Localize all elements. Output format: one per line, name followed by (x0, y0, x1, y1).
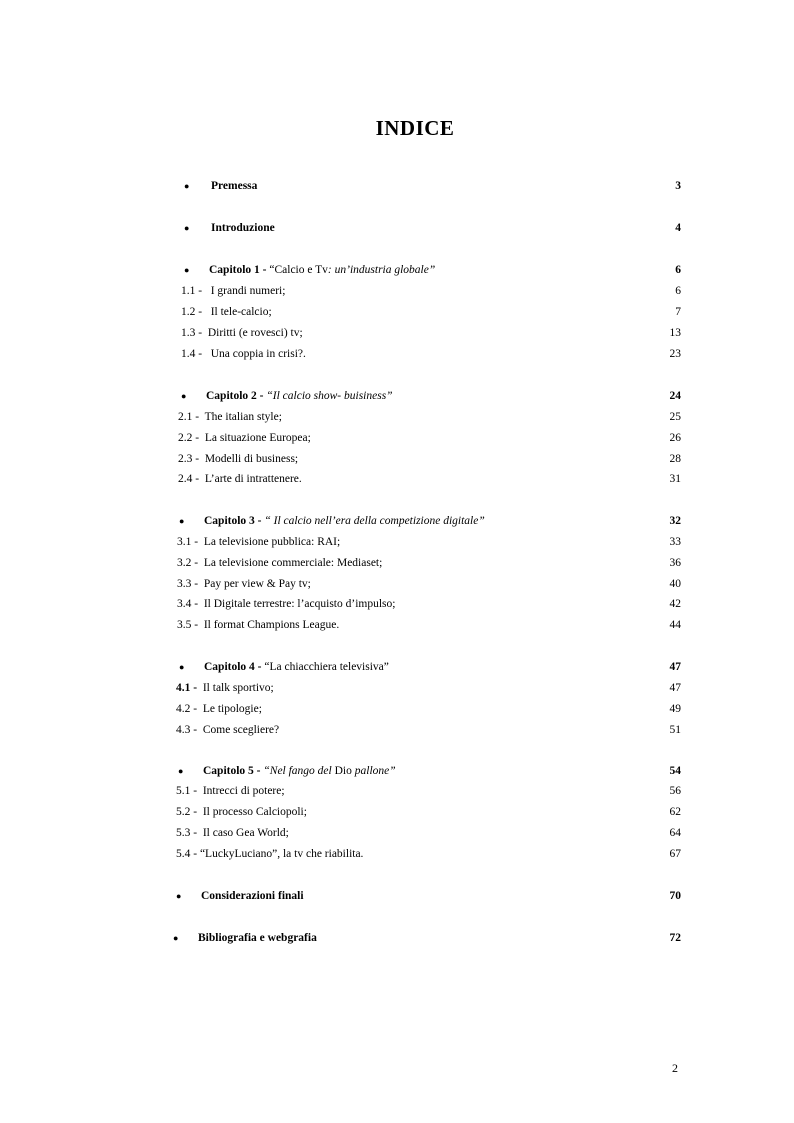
section-number: 4.1 - (176, 682, 200, 694)
toc-label: 5.1 - Intrecci di potere; (176, 785, 285, 797)
toc-page: 26 (669, 432, 681, 444)
toc-page: 51 (669, 724, 681, 736)
toc-label: Introduzione (211, 222, 275, 234)
toc-entry-premessa[interactable] (184, 178, 681, 194)
toc-page: 42 (669, 598, 681, 610)
bullet-icon: ● (178, 766, 184, 776)
toc-page: 25 (669, 411, 681, 423)
toc-label: 4.3 - Come scegliere? (176, 724, 280, 736)
toc-page: 47 (669, 661, 681, 673)
toc-page: 24 (669, 390, 681, 402)
toc-section-1-2[interactable] (181, 304, 681, 320)
bullet-icon: ● (173, 933, 179, 943)
toc-page: 56 (669, 785, 681, 797)
toc-label: 2.2 - La situazione Europea; (178, 432, 311, 444)
toc-chapter-3[interactable] (179, 513, 681, 529)
toc-section-5-3[interactable] (176, 825, 681, 841)
bullet-icon: ● (179, 516, 185, 526)
toc-label: 1.2 - Il tele-calcio; (181, 306, 272, 318)
toc-page: 70 (669, 890, 681, 902)
bullet-icon: ● (181, 391, 187, 401)
toc-page: 47 (669, 682, 681, 694)
toc-page: 31 (669, 473, 681, 485)
chapter-prefix: Capitolo 1 - (209, 264, 270, 276)
toc-page: 28 (669, 453, 681, 465)
toc-label: 3.2 - La televisione commerciale: Mediaset; (177, 557, 383, 569)
toc-page: 72 (669, 932, 681, 944)
chapter-prefix: Capitolo 4 - (204, 661, 265, 673)
chapter-title-italic: “Nel fango del (263, 765, 335, 777)
toc-label: 5.3 - Il caso Gea World; (176, 827, 289, 839)
toc-label (204, 659, 389, 675)
toc-section-3-5[interactable] (177, 617, 681, 633)
toc-label (203, 763, 396, 779)
toc-page: 36 (669, 557, 681, 569)
toc-entry-bibliografia[interactable] (173, 930, 681, 946)
toc-page: 67 (669, 848, 681, 860)
toc-page: 6 (675, 264, 681, 276)
chapter-prefix: Capitolo 3 - (204, 515, 265, 527)
bullet-icon: ● (184, 265, 190, 275)
toc-section-2-3[interactable] (178, 451, 681, 467)
toc-label: 3.4 - Il Digitale terrestre: l’acquisto d’impulso; (177, 598, 396, 610)
toc-label (209, 262, 435, 278)
toc-page: 40 (669, 578, 681, 590)
bullet-icon: ● (179, 662, 185, 672)
toc-section-3-2[interactable] (177, 555, 681, 571)
toc-section-5-1[interactable] (176, 783, 681, 799)
toc-section-4-2[interactable] (176, 701, 681, 717)
toc-section-1-1[interactable] (181, 283, 681, 299)
toc-section-3-3[interactable] (177, 576, 681, 592)
chapter-prefix: Capitolo 2 - (206, 390, 267, 402)
toc-chapter-2[interactable] (181, 388, 681, 404)
toc-section-3-4[interactable] (177, 596, 681, 612)
toc-page: 3 (675, 180, 681, 192)
toc-section-4-1[interactable] (176, 680, 681, 696)
toc-label: 2.1 - The italian style; (178, 411, 282, 423)
chapter-title-italic-end: pallone” (351, 765, 396, 777)
toc-page: 32 (669, 515, 681, 527)
toc-label: 1.4 - Una coppia in crisi?. (181, 348, 306, 360)
page-title: INDICE (375, 116, 455, 140)
toc-entry-considerazioni-finali[interactable] (176, 888, 681, 904)
toc-section-2-1[interactable] (178, 409, 681, 425)
toc-label: 5.2 - Il processo Calciopoli; (176, 806, 307, 818)
toc-label: 1.3 - Diritti (e rovesci) tv; (181, 327, 303, 339)
toc-page: 49 (669, 703, 681, 715)
toc-label: 3.3 - Pay per view & Pay tv; (177, 578, 311, 590)
toc-label: 5.4 - “LuckyLuciano”, la tv che riabilita. (176, 848, 364, 860)
toc-section-2-4[interactable] (178, 471, 681, 487)
toc-section-5-2[interactable] (176, 804, 681, 820)
toc-page: 13 (669, 327, 681, 339)
chapter-title-plain: “Calcio e Tv (269, 264, 328, 276)
section-title: Il talk sportivo; (199, 682, 274, 694)
toc-chapter-4[interactable] (179, 659, 681, 675)
toc-page: 23 (669, 348, 681, 360)
toc-section-2-2[interactable] (178, 430, 681, 446)
toc-section-1-4[interactable] (181, 346, 681, 362)
chapter-prefix: Capitolo 5 - (203, 765, 264, 777)
toc-entry-introduzione[interactable] (184, 220, 681, 236)
toc-label (176, 680, 274, 696)
toc-label: Bibliografia e webgrafia (198, 932, 317, 944)
toc-page: 7 (675, 306, 681, 318)
toc-page: 64 (669, 827, 681, 839)
toc-section-5-4[interactable] (176, 846, 681, 862)
toc-chapter-1[interactable] (184, 262, 681, 278)
bullet-icon: ● (184, 223, 190, 233)
bullet-icon: ● (176, 891, 182, 901)
toc-label: 1.1 - I grandi numeri; (181, 285, 286, 297)
toc-page: 54 (669, 765, 681, 777)
toc-section-4-3[interactable] (176, 722, 681, 738)
toc-section-1-3[interactable] (181, 325, 681, 341)
toc-label (206, 388, 393, 404)
toc-label: 2.3 - Modelli di business; (178, 453, 299, 465)
toc-label: 4.2 - Le tipologie; (176, 703, 262, 715)
chapter-title-plain: Dio (334, 765, 352, 777)
toc-page: 62 (669, 806, 681, 818)
toc-label: Considerazioni finali (201, 890, 304, 902)
chapter-title-italic: : un’industria globale” (327, 264, 436, 276)
toc-label: 3.5 - Il format Champions League. (177, 619, 340, 631)
toc-label: 3.1 - La televisione pubblica: RAI; (177, 536, 341, 548)
chapter-title-italic: “ Il calcio nell’era della competizione digitale” (264, 515, 485, 527)
toc-label (204, 513, 485, 529)
toc-label: 2.4 - L’arte di intrattenere. (178, 473, 302, 485)
toc-section-3-1[interactable] (177, 534, 681, 550)
chapter-title-italic: “Il calcio show- buisiness” (266, 390, 393, 402)
toc-page: 33 (669, 536, 681, 548)
bullet-icon: ● (184, 181, 190, 191)
toc-label: Premessa (211, 180, 258, 192)
toc-page: 4 (675, 222, 681, 234)
toc-page: 6 (675, 285, 681, 297)
chapter-title-plain: “La chiacchiera televisiva” (264, 661, 389, 673)
page-number: 2 (672, 1061, 678, 1075)
toc-chapter-5[interactable] (178, 763, 681, 779)
toc-page: 44 (669, 619, 681, 631)
